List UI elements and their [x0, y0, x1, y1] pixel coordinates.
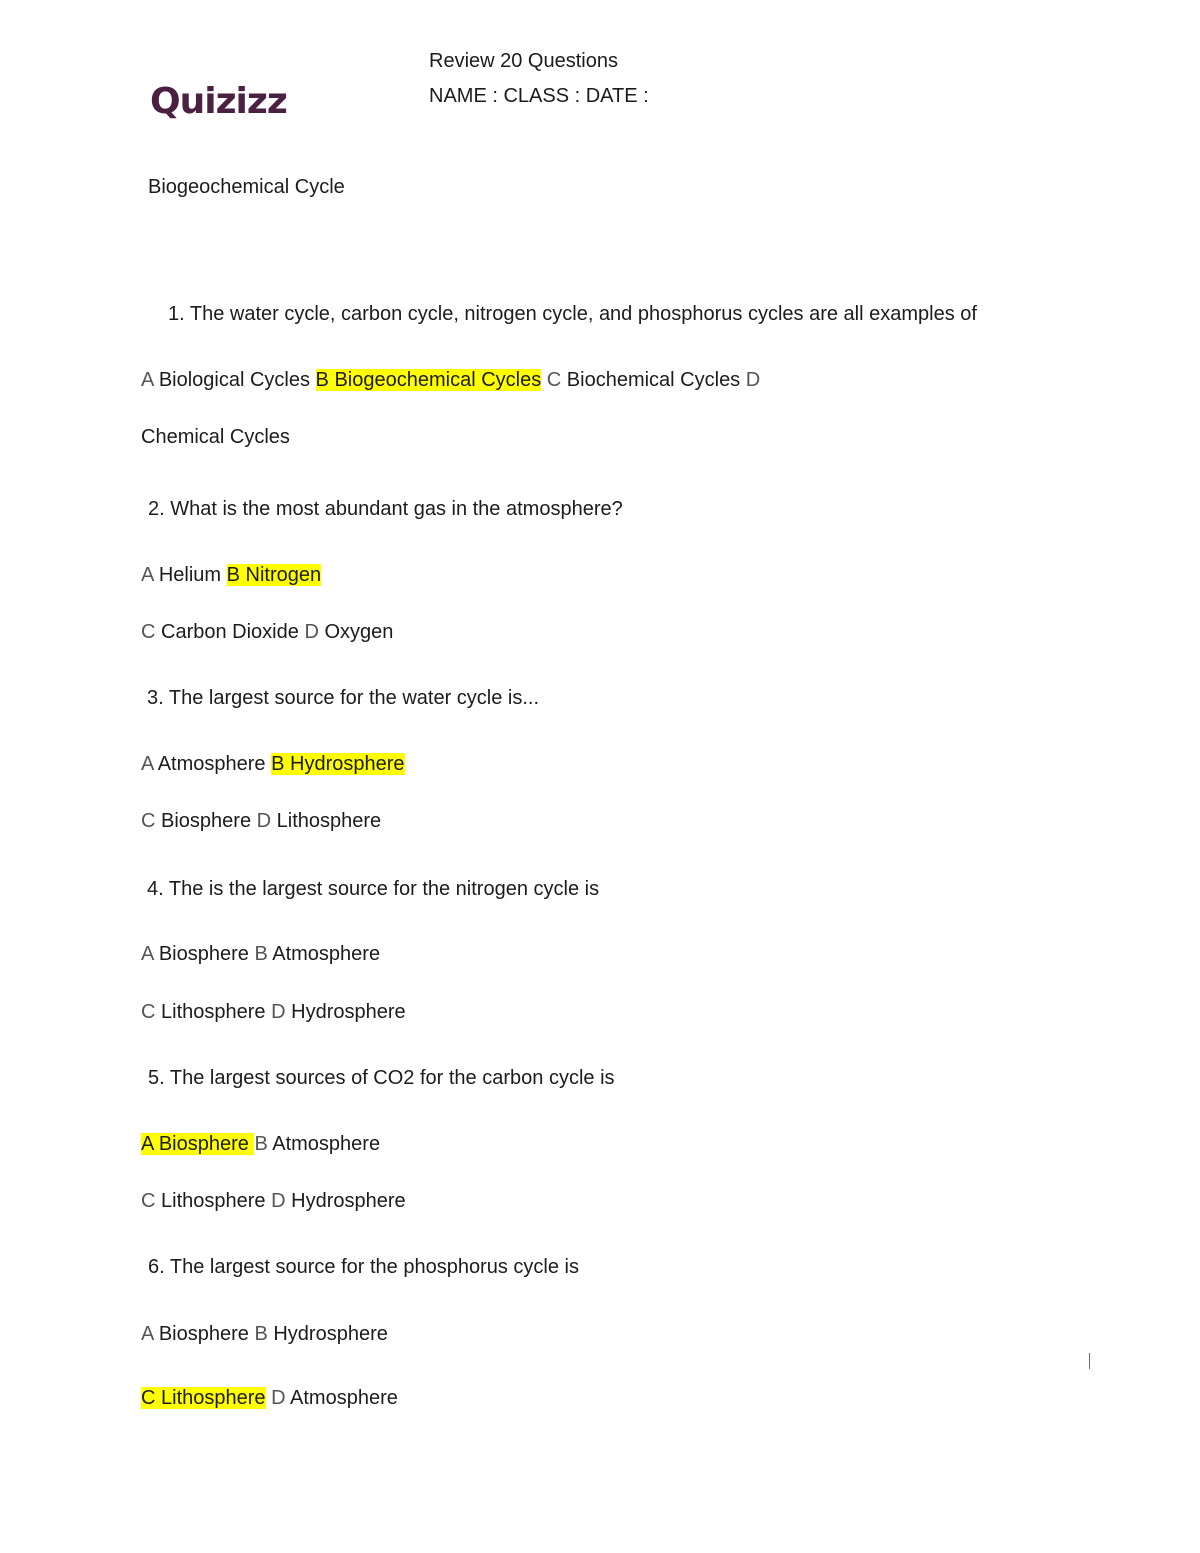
option-6c-answer: C Lithosphere: [141, 1387, 266, 1409]
question-4-options-line-2: [141, 1000, 406, 1024]
topic-title: Biogeochemical Cycle: [148, 176, 345, 198]
question-3: 3. The largest source for the water cycle is...: [147, 687, 540, 709]
option-4c: C Lithosphere: [141, 1001, 266, 1023]
option-5c: C Lithosphere: [141, 1190, 266, 1212]
question-5-options-line-2: [141, 1189, 406, 1213]
quizizz-logo: Quizizz: [150, 81, 287, 122]
option-3c: C Biosphere: [141, 810, 252, 832]
worksheet-title: Review 20 Questions: [429, 50, 618, 72]
question-2-options-line-2: [141, 620, 393, 644]
question-4: 4. The is the largest source for the nitrogen cycle is: [147, 878, 600, 900]
question-2: 2. What is the most abundant gas in the atmosphere?: [148, 498, 623, 520]
option-5b: B Atmosphere: [254, 1133, 381, 1155]
option-1b-answer: B Biogeochemical Cycles: [315, 369, 542, 391]
option-1d-text: Chemical Cycles: [141, 426, 290, 448]
question-3-options-line-2: [141, 809, 381, 833]
option-2d: D Oxygen: [304, 621, 394, 643]
question-4-options-line-1: [141, 942, 380, 966]
question-6-options-line-1: [141, 1322, 388, 1346]
option-1a: A Biological Cycles: [141, 369, 310, 391]
question-5-options-line-1: [141, 1132, 380, 1156]
margin-mark: [1089, 1353, 1090, 1369]
question-5: 5. The largest sources of CO2 for the carbon cycle is: [148, 1067, 615, 1089]
option-6b: B Hydrosphere: [254, 1323, 388, 1345]
option-2c: C Carbon Dioxide: [141, 621, 299, 643]
option-6d: D Atmosphere: [271, 1387, 398, 1409]
question-3-options-line-1: [141, 752, 405, 776]
option-3b-answer: B Hydrosphere: [271, 753, 405, 775]
option-4a: A Biosphere: [141, 943, 249, 965]
option-5d: D Hydrosphere: [271, 1190, 406, 1212]
option-4d: D Hydrosphere: [271, 1001, 406, 1023]
option-1c: C Biochemical Cycles: [546, 369, 741, 391]
option-4b: B Atmosphere: [254, 943, 381, 965]
question-1: 1. The water cycle, carbon cycle, nitrogen cycle, and phosphorus cycles are all examples of: [168, 303, 977, 325]
question-6: 6. The largest source for the phosphorus cycle is: [148, 1256, 579, 1278]
option-1d-letter: D: [745, 369, 761, 391]
name-class-date-line: NAME : CLASS : DATE :: [429, 85, 649, 107]
question-1-options-line-1: [141, 368, 760, 392]
option-3a: A Atmosphere: [141, 753, 266, 775]
option-2a: A Helium: [141, 564, 222, 586]
question-6-options-line-2: [141, 1386, 398, 1410]
option-5a-answer: A Biosphere: [141, 1133, 254, 1155]
option-2b-answer: B Nitrogen: [226, 564, 322, 586]
option-3d: D Lithosphere: [256, 810, 382, 832]
option-6a: A Biosphere: [141, 1323, 249, 1345]
question-2-options-line-1: [141, 563, 321, 587]
